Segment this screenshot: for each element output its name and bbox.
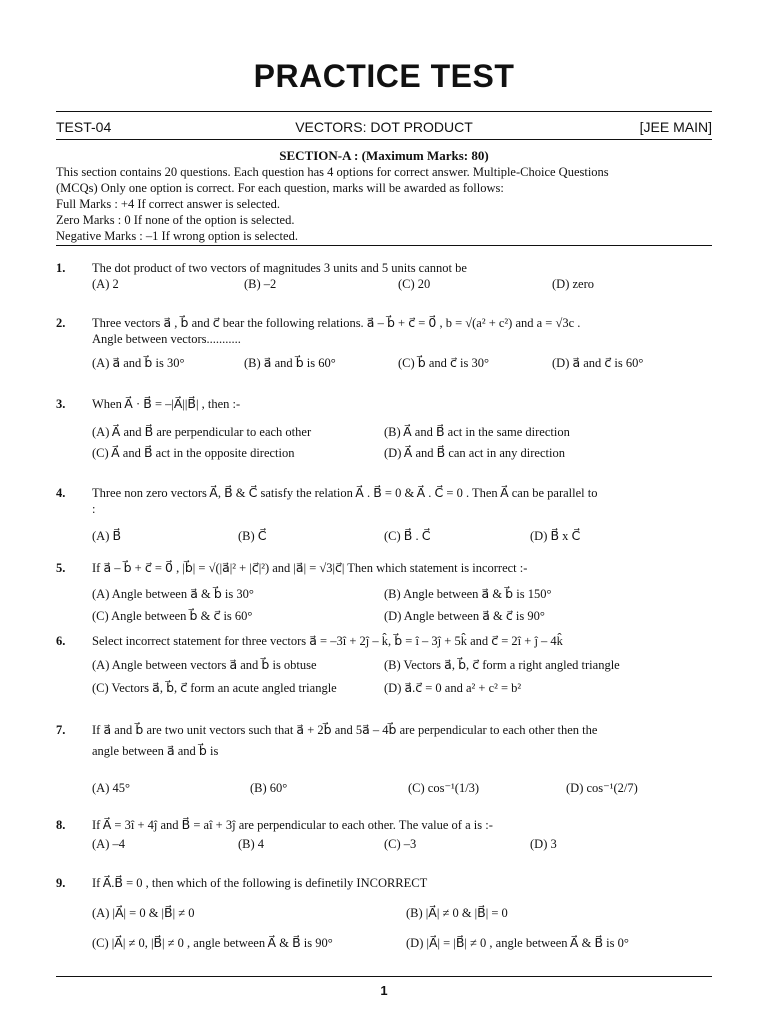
option-d[interactable]: (D) |A⃗| = |B⃗| ≠ 0 , angle between A⃗ & B⃗ is 0° (406, 936, 629, 950)
question-text-continued: angle between a⃗ and b⃗ is (92, 744, 219, 758)
question-4 (56, 485, 712, 545)
option-a[interactable]: (A) Angle between vectors a⃗ and b⃗ is obtuse (92, 658, 317, 672)
question-text-continued: : (92, 502, 96, 516)
option-a[interactable]: (A) –4 (92, 837, 125, 851)
option-c[interactable]: (C) 20 (398, 277, 431, 291)
full-marks: Full Marks : +4 If correct answer is selected. (56, 197, 280, 211)
question-text-continued: Angle between vectors........... (92, 332, 241, 346)
instructions-line-2: (MCQs) Only one option is correct. For each question, marks will be awarded as follows: (56, 181, 504, 195)
question-1 (56, 260, 712, 300)
header-rule (56, 139, 712, 140)
question-number: 2. (56, 316, 66, 330)
option-b[interactable]: (B) 4 (238, 837, 265, 851)
question-text: If a⃗ and b⃗ are two unit vectors such that a⃗ + 2b⃗ and 5a⃗ – 4b⃗ are perpendicular to each other then the (92, 723, 598, 737)
option-a[interactable]: (A) 45° (92, 781, 130, 795)
section-rule (56, 245, 712, 246)
option-a[interactable]: (A) a⃗ and b⃗ is 30° (92, 356, 185, 370)
option-a[interactable]: (A) 2 (92, 277, 119, 291)
question-7 (56, 722, 712, 802)
option-a[interactable]: (A) B⃗ (92, 529, 122, 543)
option-a[interactable]: (A) A⃗ and B⃗ are perpendicular to each other (92, 425, 312, 439)
option-d[interactable]: (D) A⃗ and B⃗ can act in any direction (384, 446, 565, 460)
question-text: If A⃗ = 3î + 4ĵ and B⃗ = aî + 3ĵ are perpendicular to each other. The value of a is :- (92, 818, 493, 832)
question-number: 5. (56, 561, 66, 575)
question-6 (56, 633, 712, 699)
question-8 (56, 817, 712, 855)
option-b[interactable]: (B) C⃗ (238, 529, 267, 543)
instructions (56, 164, 712, 244)
question-text: Select incorrect statement for three vectors a⃗ = –3î + 2ĵ – k̂, b⃗ = î – 3ĵ + 5k̂ and c⃗ = 2î + ĵ – 4k̂ (92, 634, 563, 648)
test-topic: VECTORS: DOT PRODUCT (295, 119, 473, 135)
question-text: When A⃗ · B⃗ = –|A⃗||B⃗| , then :- (92, 397, 241, 411)
option-c[interactable]: (C) –3 (384, 837, 417, 851)
option-a[interactable]: (A) Angle between a⃗ & b⃗ is 30° (92, 587, 254, 601)
question-text: If A⃗.B⃗ = 0 , then which of the following is definetily INCORRECT (92, 876, 428, 890)
question-number: 6. (56, 634, 66, 648)
question-text: If a⃗ – b⃗ + c⃗ = 0⃗ , |b⃗| = √(|a⃗|² + |c⃗|²) and |a⃗| = √3|c⃗| Then which statement is incorrect :- (92, 561, 528, 575)
question-number: 4. (56, 486, 66, 500)
option-b[interactable]: (B) –2 (244, 277, 277, 291)
question-text: The dot product of two vectors of magnitudes 3 units and 5 units cannot be (92, 261, 467, 275)
instructions-line-1: This section contains 20 questions. Each question has 4 options for correct answer. Multiple-Choice Questions (56, 165, 609, 179)
zero-marks: Zero Marks : 0 If none of the option is selected. (56, 213, 295, 227)
question-text: Three non zero vectors A⃗, B⃗ & C⃗ satisfy the relation A⃗ . B⃗ = 0 & A⃗ . C⃗ = 0 . Then A⃗ can be parallel to (92, 486, 598, 500)
footer-rule (56, 976, 712, 977)
page-number: 1 (380, 983, 388, 998)
test-number: TEST-04 (56, 119, 112, 135)
option-a[interactable]: (A) |A⃗| = 0 & |B⃗| ≠ 0 (92, 906, 195, 920)
question-number: 7. (56, 723, 66, 737)
option-d[interactable]: (D) Angle between a⃗ & c⃗ is 90° (384, 609, 545, 623)
option-d[interactable]: (D) 3 (530, 837, 557, 851)
page-title: PRACTICE TEST (253, 58, 515, 94)
section-heading: SECTION-A : (Maximum Marks: 80) (279, 148, 489, 163)
option-c[interactable]: (C) |A⃗| ≠ 0, |B⃗| ≠ 0 , angle between A⃗ & B⃗ is 90° (92, 936, 333, 950)
option-b[interactable]: (B) A⃗ and B⃗ act in the same direction (384, 425, 570, 439)
test-header (56, 119, 712, 139)
option-d[interactable]: (D) B⃗ x C⃗ (530, 529, 581, 543)
negative-marks: Negative Marks : –1 If wrong option is selected. (56, 229, 298, 243)
question-3 (56, 396, 712, 462)
question-number: 3. (56, 397, 66, 411)
exam-name: [JEE MAIN] (639, 119, 712, 135)
option-d[interactable]: (D) a⃗.c⃗ = 0 and a² + c² = b² (384, 681, 522, 695)
question-number: 1. (56, 261, 66, 275)
option-c[interactable]: (C) cos⁻¹(1/3) (408, 781, 480, 795)
option-b[interactable]: (B) 60° (250, 781, 288, 795)
option-c[interactable]: (C) Vectors a⃗, b⃗, c⃗ form an acute angled triangle (92, 681, 337, 695)
question-number: 9. (56, 876, 66, 890)
option-c[interactable]: (C) b⃗ and c⃗ is 30° (398, 356, 489, 370)
option-b[interactable]: (B) |A⃗| ≠ 0 & |B⃗| = 0 (406, 906, 508, 920)
question-2 (56, 315, 712, 375)
question-5 (56, 560, 712, 622)
option-d[interactable]: (D) cos⁻¹(2/7) (566, 781, 638, 795)
option-d[interactable]: (D) a⃗ and c⃗ is 60° (552, 356, 644, 370)
option-c[interactable]: (C) Angle between b⃗ & c⃗ is 60° (92, 609, 253, 623)
option-b[interactable]: (B) a⃗ and b⃗ is 60° (244, 356, 336, 370)
option-b[interactable]: (B) Angle between a⃗ & b⃗ is 150° (384, 587, 552, 601)
option-c[interactable]: (C) B⃗ . C⃗ (384, 529, 431, 543)
question-text: Three vectors a⃗ , b⃗ and c⃗ bear the following relations. a⃗ – b⃗ + c⃗ = 0⃗ , b = √(a² + c²) and a = √3c . (92, 316, 581, 330)
question-number: 8. (56, 818, 66, 832)
question-9 (56, 875, 712, 955)
option-b[interactable]: (B) Vectors a⃗, b⃗, c⃗ form a right angled triangle (384, 658, 620, 672)
top-rule (56, 111, 712, 112)
option-c[interactable]: (C) A⃗ and B⃗ act in the opposite direction (92, 446, 295, 460)
option-d[interactable]: (D) zero (552, 277, 594, 291)
